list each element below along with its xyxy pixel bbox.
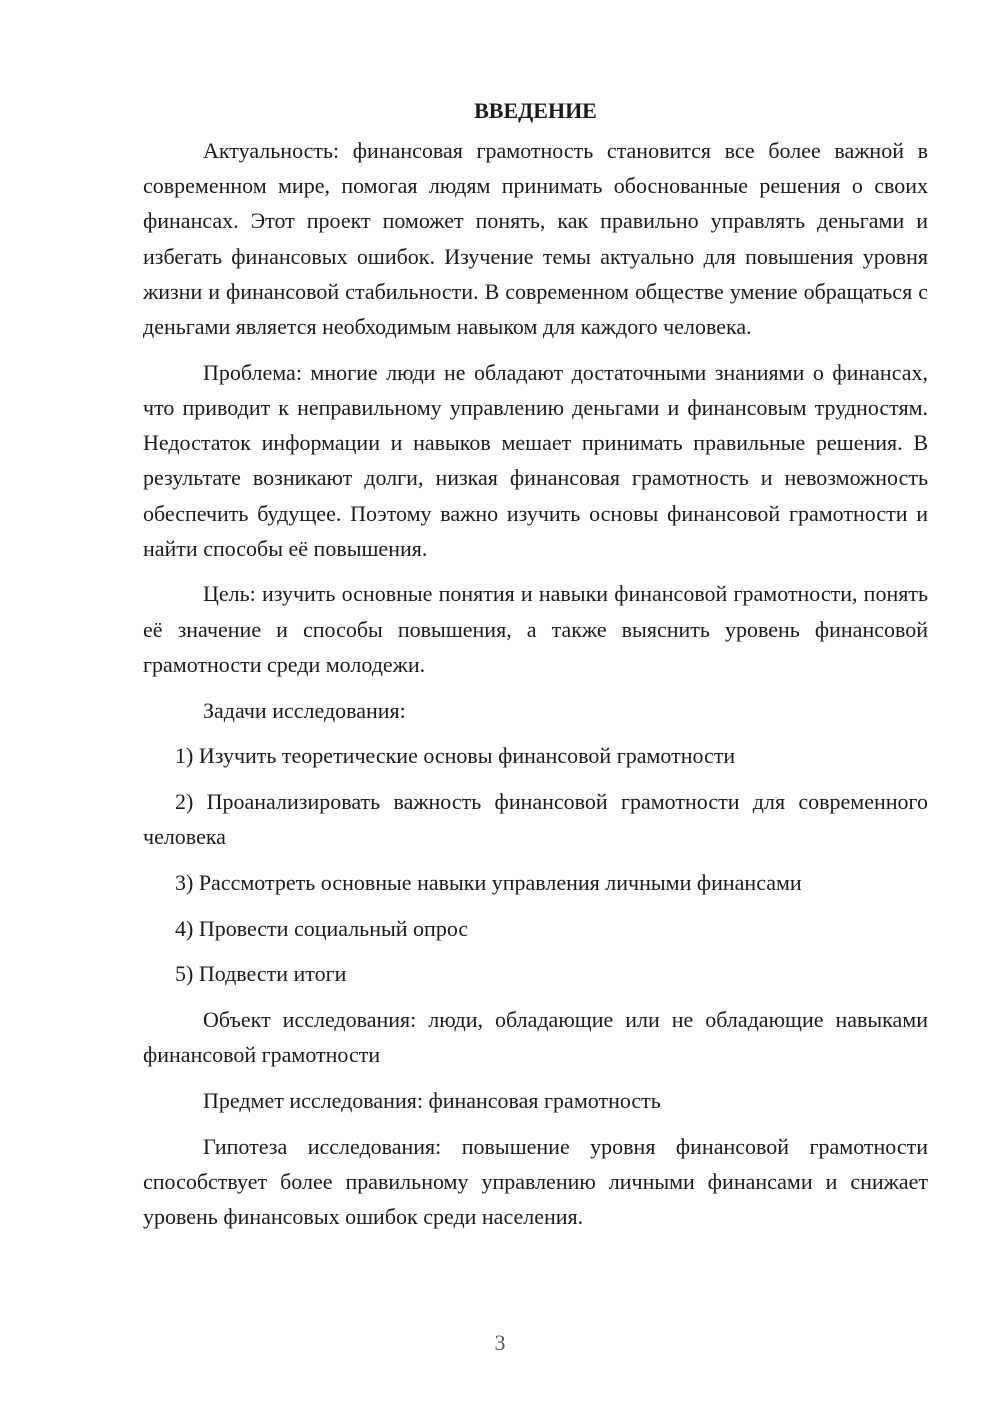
page-number: 3 <box>494 1330 506 1355</box>
problem-paragraph: Проблема: многие люди не обладают достаточными знаниями о финансах, что приводит к неправильному управлению деньгами и финансовым трудностям. Недостаток информации и навыков мешает принимать правильные решения. В результате возникают долги, низкая финансовая грамотность и невозможность обеспечить будущее. Поэтому важно изучить основы финансовой грамотности и найти способы её повышения. <box>143 359 928 561</box>
tasks-title: Задачи исследования: <box>203 697 406 723</box>
section-heading: ВВЕДЕНИЕ <box>474 98 597 123</box>
goal-paragraph: Цель: изучить основные понятия и навыки финансовой грамотности, понять её значение и способы повышения, а также выяснить уровень финансовой грамотности среди молодежи. <box>143 581 928 677</box>
subject-paragraph: Предмет исследования: финансовая грамотность <box>203 1087 661 1113</box>
task-item: 4) Провести социальный опрос <box>175 915 469 941</box>
task-item: 1) Изучить теоретические основы финансовой грамотности <box>175 743 736 769</box>
tasks-list <box>143 738 928 991</box>
task-item: 2) Проанализировать важность финансовой грамотности для современного человека <box>143 788 928 850</box>
object-paragraph: Объект исследования: люди, обладающие или не обладающие навыками финансовой грамотности <box>143 1006 928 1068</box>
hypothesis-paragraph: Гипотеза исследования: повышение уровня финансовой грамотности способствует более правильному управлению личными финансами и снижает уровень финансовых ошибок среди населения. <box>143 1133 928 1229</box>
task-item: 3) Рассмотреть основные навыки управления личными финансами <box>175 869 802 895</box>
task-item: 5) Подвести итоги <box>175 961 347 987</box>
page-content <box>143 96 928 1234</box>
relevance-paragraph: Актуальность: финансовая грамотность становится все более важной в современном мире, помогая людям принимать обоснованные решения о своих финансах. Этот проект поможет понять, как правильно управлять деньгами и избегать финансовых ошибок. Изучение темы актуально для повышения уровня жизни и финансовой стабильности. В современном обществе умение обращаться с деньгами является необходимым навыком для каждого человека. <box>143 138 928 340</box>
